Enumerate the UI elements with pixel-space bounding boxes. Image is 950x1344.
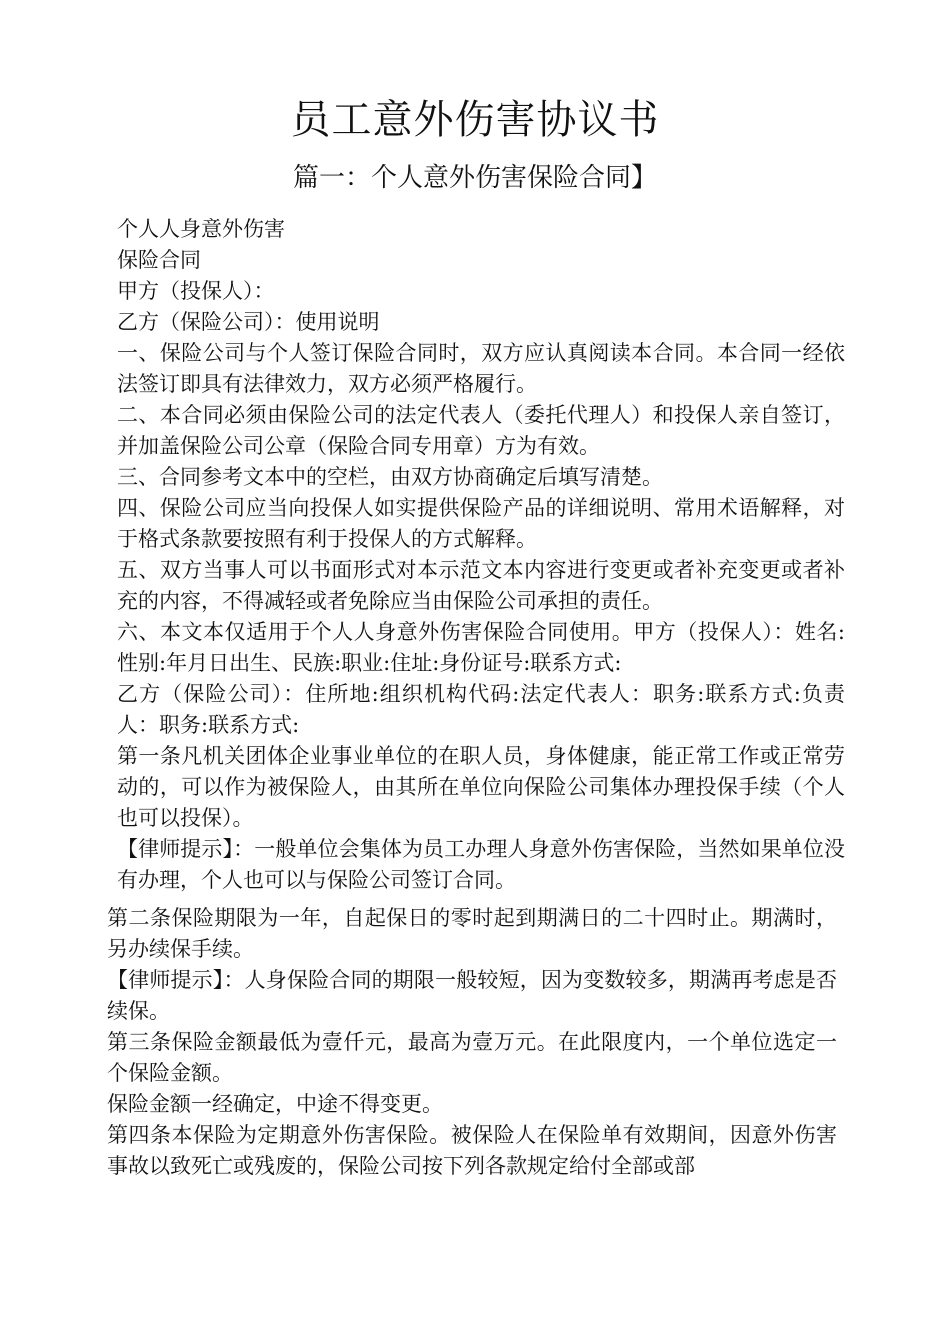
paragraph: 第一条凡机关团体企业事业单位的在职人员，身体健康，能正常工作或正常劳动的，可以作为被保险人，由其所在单位向保险公司集体办理投保手续（个人也可以投保）。 [117,744,845,830]
paragraph: 三、合同参考文本中的空栏，由双方协商确定后填写清楚。 [117,465,663,489]
paragraph: 五、双方当事人可以书面形式对本示范文本内容进行变更或者补充变更或者补充的内容，不得减轻或者免除应当由保险公司承担的责任。 [117,558,845,613]
paragraph: 六、本文本仅适用于个人人身意外伤害保险合同使用。甲方（投保人）：姓名:性别:年月日出生、民族:职业:住址:身份证号:联系方式: [117,620,845,675]
section-a [117,214,845,896]
paragraph: 第二条保险期限为一年，自起保日的零时起到期满日的二十四时止。期满时，另办续保手续。 [107,906,837,961]
paragraph: 第三条保险金额最低为壹仟元，最高为壹万元。在此限度内，一个单位选定一个保险金额。 [107,1030,837,1085]
paragraph: 乙方（保险公司）：住所地:组织机构代码:法定代表人：职务:联系方式:负责人：职务:联系方式: [117,682,845,737]
paragraph: 【律师提示】：一般单位会集体为员工办理人身意外伤害保险，当然如果单位没有办理，个人也可以与保险公司签订合同。 [117,837,845,892]
document-subtitle: 篇一：个人意外伤害保险合同】 [292,163,657,193]
paragraph: 乙方（保险公司）：使用说明 [117,310,380,334]
paragraph: 二、本合同必须由保险公司的法定代表人（委托代理人）和投保人亲自签订，并加盖保险公司公章（保险合同专用章）方为有效。 [117,403,845,458]
paragraph: 一、保险公司与个人签订保险合同时，双方应认真阅读本合同。本合同一经依法签订即具有法律效力，双方必须严格履行。 [117,341,845,396]
paragraph: 个人人身意外伤害 [117,217,285,241]
paragraph: 第四条本保险为定期意外伤害保险。被保险人在保险单有效期间，因意外伤害事故以致死亡或残废的，保险公司按下列各款规定给付全部或部 [107,1123,837,1178]
paragraph: 【律师提示】：人身保险合同的期限一般较短，因为变数较多，期满再考虑是否续保。 [107,968,837,1023]
paragraph: 四、保险公司应当向投保人如实提供保险产品的详细说明、常用术语解释，对于格式条款要按照有利于投保人的方式解释。 [117,496,845,551]
paragraph: 保险金额一经确定，中途不得变更。 [107,1092,443,1116]
paragraph: 甲方（投保人）： [117,279,275,303]
paragraph: 保险合同 [117,248,201,272]
document-title: 员工意外伤害协议书 [290,97,660,143]
section-b [107,903,837,1182]
